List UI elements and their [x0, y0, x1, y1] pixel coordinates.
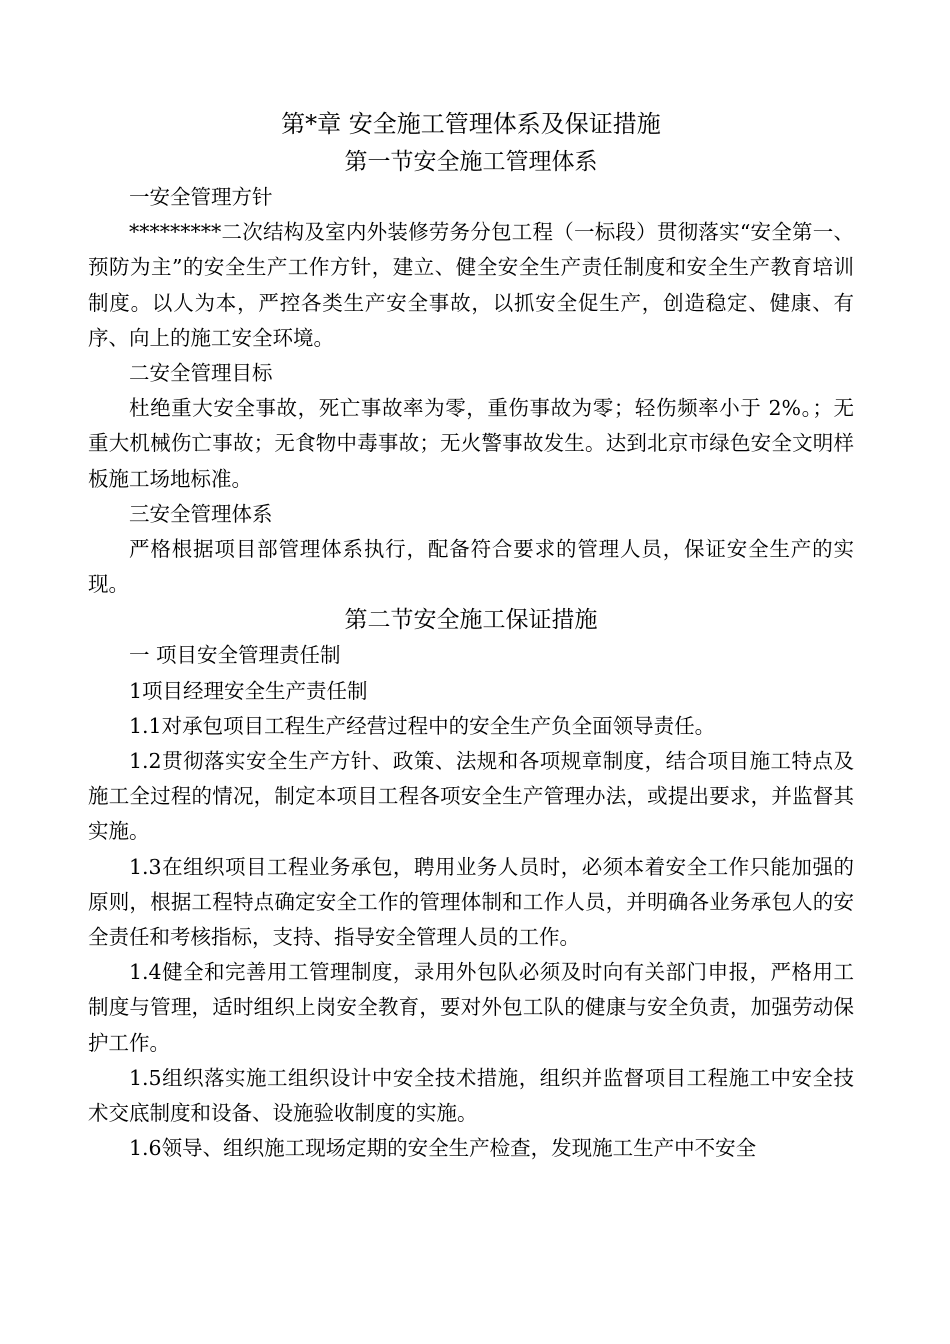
- document-body: [88, 104, 854, 1166]
- paragraph: 1.1对承包项目工程生产经营过程中的安全生产负全面领导责任。: [129, 713, 716, 738]
- paragraph: 杜绝重大安全事故，死亡事故率为零，重伤事故为零；轻伤频率小于 2%。；无重大机械伤亡事故；无食物中毒事故；无火警事故发生。达到北京市绿色安全文明样板施工场地标准。: [88, 396, 854, 491]
- paragraph: 1.6领导、组织施工现场定期的安全生产检查，发现施工生产中不安全: [129, 1136, 757, 1161]
- chapter-title: 第*章 安全施工管理体系及保证措施: [281, 110, 661, 138]
- subsection-heading: 一 项目安全管理责任制: [129, 643, 341, 668]
- section-title: 第一节安全施工管理体系: [344, 149, 598, 175]
- subsection-heading: 三安全管理体系: [129, 501, 273, 526]
- paragraph: 1.4健全和完善用工管理制度，录用外包队必须及时向有关部门申报，严格用工制度与管理，适时组织上岗安全教育，要对外包工队的健康与安全负责，加强劳动保护工作。: [88, 960, 854, 1055]
- paragraph: *********二次结构及室内外装修劳务分包工程（一标段）贯彻落实“安全第一、预防为主”的安全生产工作方针，建立、健全安全生产责任制度和安全生产教育培训制度。以人为本，严控各类生产安全事故，以抓安全促生产，创造稳定、健康、有序、向上的施工安全环境。: [88, 220, 854, 350]
- subsection-heading: 1项目经理安全生产责任制: [129, 678, 368, 703]
- paragraph: 严格根据项目部管理体系执行，配备符合要求的管理人员，保证安全生产的实现。: [88, 537, 854, 597]
- paragraph: 1.2贯彻落实安全生产方针、政策、法规和各项规章制度，结合项目施工特点及施工全过程的情况，制定本项目工程各项安全生产管理办法，或提出要求，并监督其实施。: [88, 749, 854, 844]
- section-title: 第二节安全施工保证措施: [344, 607, 598, 634]
- subsection-heading: 二安全管理目标: [129, 361, 273, 386]
- paragraph: 1.3在组织项目工程业务承包，聘用业务人员时，必须本着安全工作只能加强的原则，根据工程特点确定安全工作的管理体制和工作人员，并明确各业务承包人的安全责任和考核指标，支持、指导安全管理人员的工作。: [88, 854, 854, 950]
- subsection-heading: 一安全管理方针: [129, 185, 273, 209]
- paragraph: 1.5组织落实施工组织设计中安全技术措施，组织并监督项目工程施工中安全技术交底制度和设备、设施验收制度的实施。: [88, 1065, 854, 1126]
